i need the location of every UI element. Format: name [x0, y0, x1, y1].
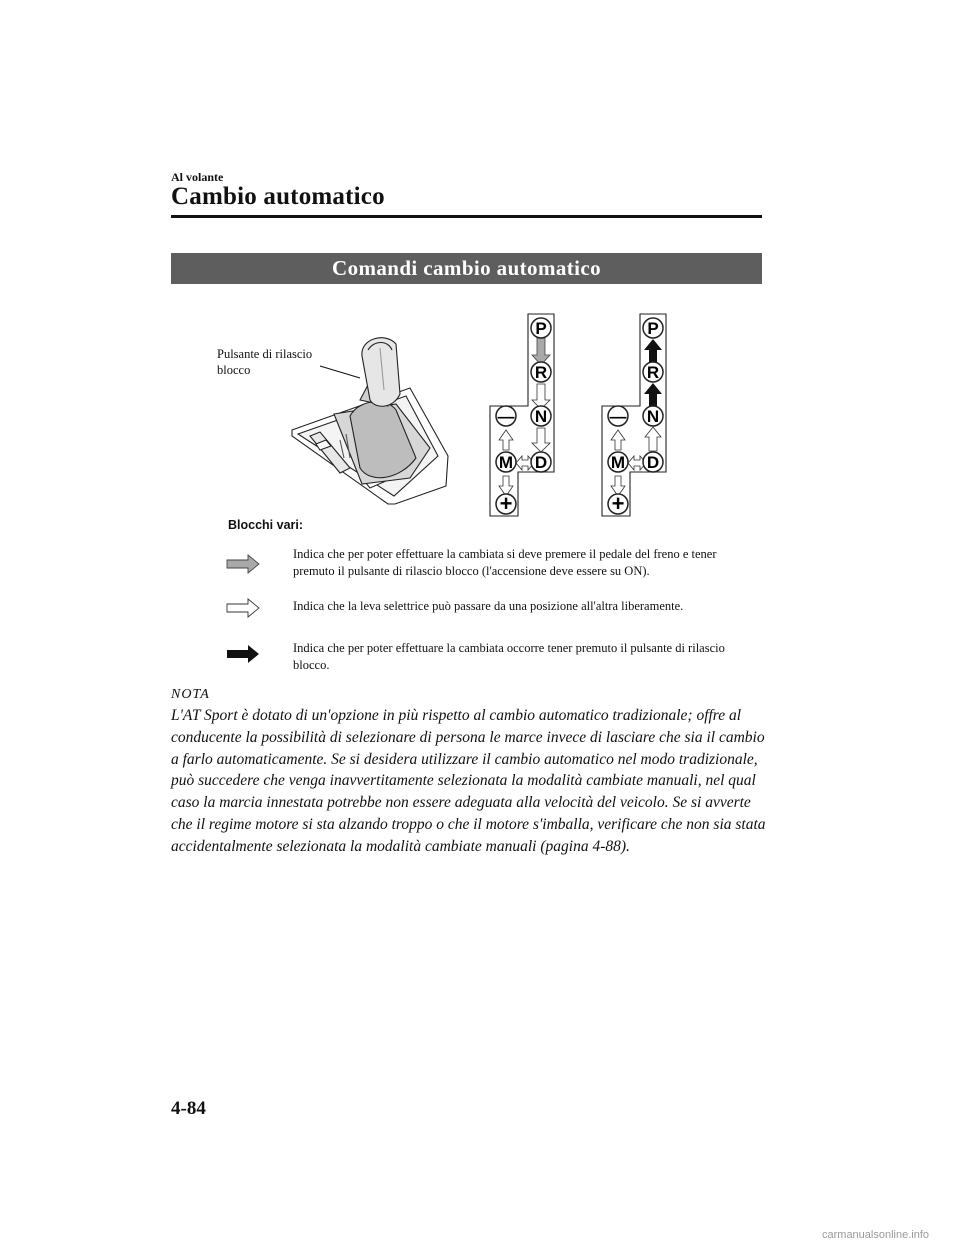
gate-letter-m: M — [498, 453, 514, 472]
legend-text: Indica che per poter effettuare la cambiata si deve premere il pedale del freno e tener premuto il pulsante di rilascio blocco (l'accensione deve essere su ON). — [293, 547, 717, 578]
title-rule — [171, 215, 762, 218]
legend-text: Indica che per poter effettuare la cambiata occorre tener premuto il pulsante di rilascio blocco. — [293, 641, 725, 672]
minus-symbol: — — [609, 407, 627, 426]
gate-letter-p: P — [535, 319, 547, 338]
shifter-console-illustration — [292, 338, 448, 504]
legend-item-gray — [226, 546, 746, 586]
callout-leader — [320, 366, 360, 378]
legend-title: Blocchi vari: — [228, 518, 304, 532]
legend-item-black — [226, 640, 746, 680]
section-banner: Comandi cambio automatico — [171, 253, 762, 284]
section-label: Al volante — [171, 170, 224, 184]
gate-letter-m: M — [610, 453, 626, 472]
gate-letter-r: R — [646, 363, 660, 382]
gate-letter-n: N — [646, 407, 660, 426]
gate-letter-n: N — [534, 407, 548, 426]
callout-label: Pulsante di rilascio blocco — [217, 347, 313, 377]
note-body: L'AT Sport è dotato di un'opzione in più rispetto al cambio automatico tradizionale; offre al conducente la possibilità di selezionare di persona le marce invece di lasciare che sia il cambio a farlo automaticamente. Se si desidera utilizzare il cambio automatico nel modo tradizionale, può succedere che venga inavvertitamente selezionata la modalità cambiate manuali, nel qual caso la marcia innestata potrebbe non essere adeguata alla velocità del veicolo. Se si avverte che il regime motore si sta alzando troppo o che il motore s'imballa, verificare che non sia stata accidentalmente selezionata la modalità cambiate manuali (pagina 4-88). — [171, 707, 766, 855]
gate-diagram-left — [490, 314, 554, 516]
gate-letter-d: D — [534, 453, 548, 472]
plus-symbol: + — [499, 491, 513, 516]
shifter-figure — [210, 308, 680, 523]
chapter-title: Cambio automatico — [171, 183, 385, 210]
gray-arrow-icon — [226, 554, 260, 574]
legend-text: Indica che la leva selettrice può passare da una posizione all'altra liberamente. — [293, 599, 684, 613]
black-arrow-icon — [226, 644, 260, 664]
note-title: NOTA — [171, 687, 210, 702]
legend-item-outline — [226, 598, 746, 620]
gate-letter-r: R — [534, 363, 548, 382]
gate-letter-p: P — [647, 319, 659, 338]
watermark: carmanualsonline.info — [822, 1229, 930, 1241]
page-number: 4-84 — [171, 1098, 206, 1119]
minus-symbol: — — [497, 407, 515, 426]
outline-arrow-icon — [226, 598, 260, 618]
gate-letter-d: D — [646, 453, 660, 472]
plus-symbol: + — [611, 491, 625, 516]
gate-diagram-right — [602, 314, 666, 516]
